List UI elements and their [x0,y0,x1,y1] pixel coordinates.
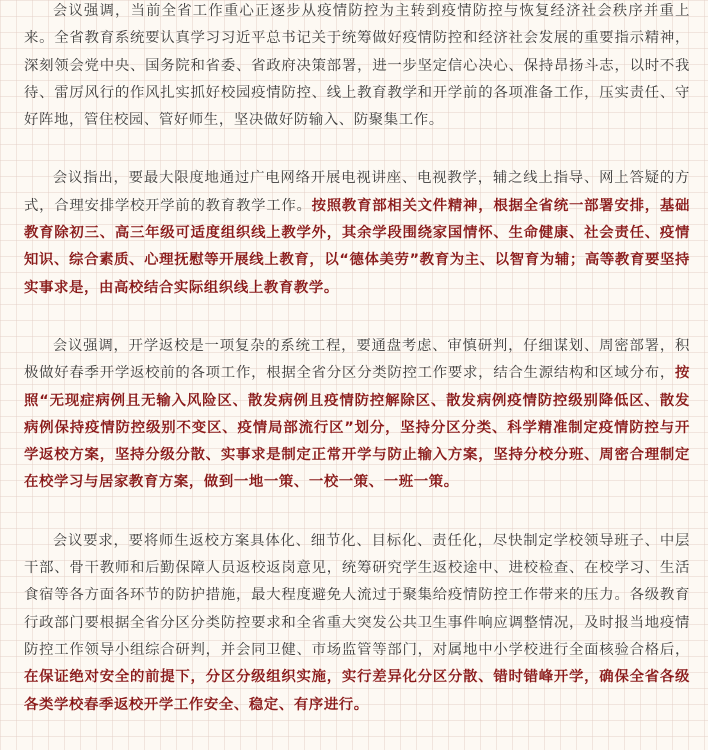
paragraph-4-emphasis: 在保证绝对安全的前提下，分区分级组织实施，实行差异化分区分散、错时错峰开学，确保全省各级各类学校春季返校开学工作安全、稳定、有序进行。 [24,669,690,713]
paragraph-1 [24,0,690,134]
paragraph-4-text: 会议要求，要将师生返校方案具体化、细节化、目标化、责任化，尽快制定学校领导班子、中层干部、骨干教师和后勤保障人员返校返岗意见，统筹研究学生返校途中、进校检查、在校学习、生活食宿等各方面各环节的防护措施，最大程度避免人流过于聚集给疫情防控工作带来的压力。各级教育行政部门要根据全省分区分类防控要求和全省重大突发公共卫生事件响应调整情况，及时报当地疫情防控工作领导小组综合研判，并会同卫健、市场监管等部门，对属地中小学校进行全面核验合格后， [24,532,690,658]
paragraph-4 [24,528,690,719]
paragraph-2-text: 会议指出，要最大限度地通过广电网络开展电视讲座、电视教学，辅之线上指导、网上答疑的方式，合理安排学校开学前的教育教学工作。 [24,170,690,214]
article-body [24,0,690,750]
paragraph-3-emphasis: 按照“无现症病例且无输入风险区、散发病例且疫情防控解除区、散发病例疫情防控级别降低区、散发病例保持疫情防控级别不变区、疫情局部流行区”划分，坚持分区分类、科学精准制定疫情防控与开学返校方案，坚持分级分散、实事求是制定正常开学与防止输入方案，坚持分校分班、周密合理制定在校学习与居家教育方案，做到一地一策、一校一策、一班一策。 [24,365,690,491]
paragraph-3 [24,333,690,497]
paragraph-2 [24,165,690,301]
paragraph-3-text: 会议强调，开学返校是一项复杂的系统工程，要通盘考虑、审慎研判，仔细谋划、周密部署，积极做好春季开学返校前的各项工作，根据全省分区分类防控工作要求，结合生源结构和区域分布， [24,337,690,382]
paragraph-1-text: 会议强调，当前全省工作重心正逐步从疫情防控为主转到疫情防控与恢复经济社会秩序并重上来。全省教育系统要认真学习习近平总书记关于统筹做好疫情防控和经济社会发展的重要指示精神，深刻领会党中央、国务院和省委、省政府决策部署，进一步坚定信心决心、保持昂扬斗志，以时不我待、雷厉风行的作风扎实抓好校园疫情防控、线上教育教学和开学前的各项准备工作，压实责任、守好阵地，管住校园、管好师生，坚决做好防输入、防聚集工作。 [24,3,690,129]
paragraph-2-emphasis: 按照教育部相关文件精神，根据全省统一部署安排，基础教育除初三、高三年级可适度组织线上教学外，其余学段围绕家国情怀、生命健康、社会责任、疫情知识、综合素质、心理抚慰等开展线上教育，以“德体美劳”教育为主、以智育为辅；高等教育要坚持实事求是，由高校结合实际组织线上教育教学。 [24,197,690,296]
